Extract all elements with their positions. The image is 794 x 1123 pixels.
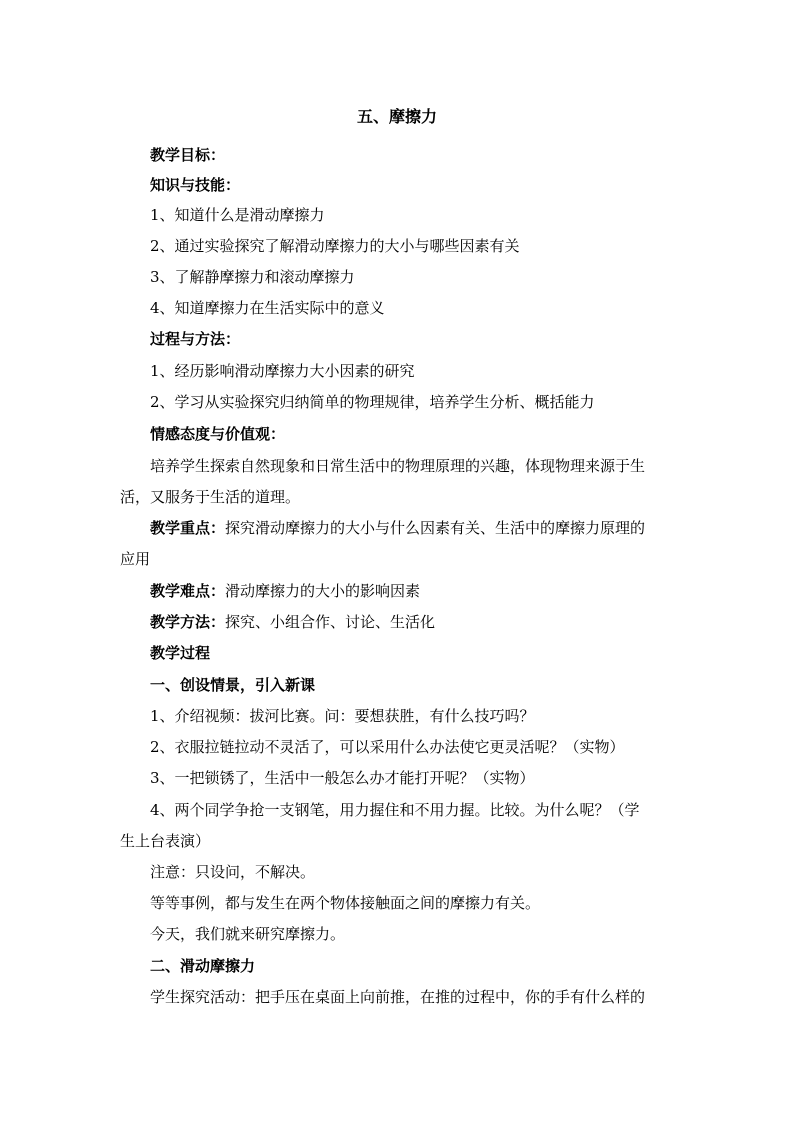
knowledge-item: 4、知道摩擦力在生活实际中的意义 [150,299,385,317]
section1-item: 4、两个同学争抢一支钢笔，用力握住和不用力握。比较。为什么呢？（学 [150,801,640,819]
difficulty [150,577,420,605]
knowledge-item: 3、了解静摩擦力和滚动摩擦力 [150,268,355,286]
method-text: 探究、小组合作、讨论、生活化 [225,613,436,631]
attitude-text: 培养学生探索自然现象和日常生活中的物理原理的兴趣，体现物理来源于生 [150,457,646,475]
process-title: 教学过程 [150,644,211,662]
section1-note: 注意：只设问，不解决。 [150,863,316,881]
section1-item: 2、衣服拉链拉动不灵活了，可以采用什么办法使它更灵活呢？（实物） [150,738,625,756]
section1-item: 3、一把锁锈了，生活中一般怎么办才能打开呢？（实物） [150,769,535,787]
knowledge-item: 2、通过实验探究了解滑动摩擦力的大小与哪些因素有关 [150,237,520,255]
section2-activity: 学生探究活动：把手压在桌面上向前推，在推的过程中，你的手有什么样的 [150,988,646,1006]
process-item: 2、学习从实验探究归纳简单的物理规律，培养学生分析、概括能力 [150,393,595,411]
key-point-text: 探究滑动摩擦力的大小与什么因素有关、生活中的摩擦力原理的 [225,519,646,537]
key-point-label: 教学重点： [150,519,226,537]
section1-today: 今天，我们就来研究摩擦力。 [150,925,346,943]
difficulty-label: 教学难点： [150,582,226,600]
process-heading: 过程与方法： [150,330,241,348]
method-label: 教学方法： [150,613,226,631]
difficulty-text: 滑动摩擦力的大小的影响因素 [225,582,421,600]
method [150,608,435,636]
objectives-heading: 教学目标： [150,146,226,164]
attitude-text-cont: 活，又服务于生活的道理。 [120,488,301,506]
page-title: 五、摩擦力 [356,107,437,126]
section1-item: 1、介绍视频：拔河比赛。问：要想获胜，有什么技巧吗？ [150,707,535,725]
attitude-heading: 情感态度与价值观： [150,425,286,443]
section1-summary: 等等事例，都与发生在两个物体接触面之间的摩擦力有关。 [150,894,541,912]
section2-heading: 二、滑动摩擦力 [150,957,256,975]
knowledge-heading: 知识与技能： [150,176,241,194]
key-point-text-cont: 应用 [120,550,151,568]
process-item: 1、经历影响滑动摩擦力大小因素的研究 [150,362,415,380]
section1-item-cont: 生上台表演） [120,832,211,850]
section1-heading: 一、创设情景，引入新课 [150,676,316,694]
knowledge-item: 1、知道什么是滑动摩擦力 [150,206,325,224]
key-point [150,514,645,542]
